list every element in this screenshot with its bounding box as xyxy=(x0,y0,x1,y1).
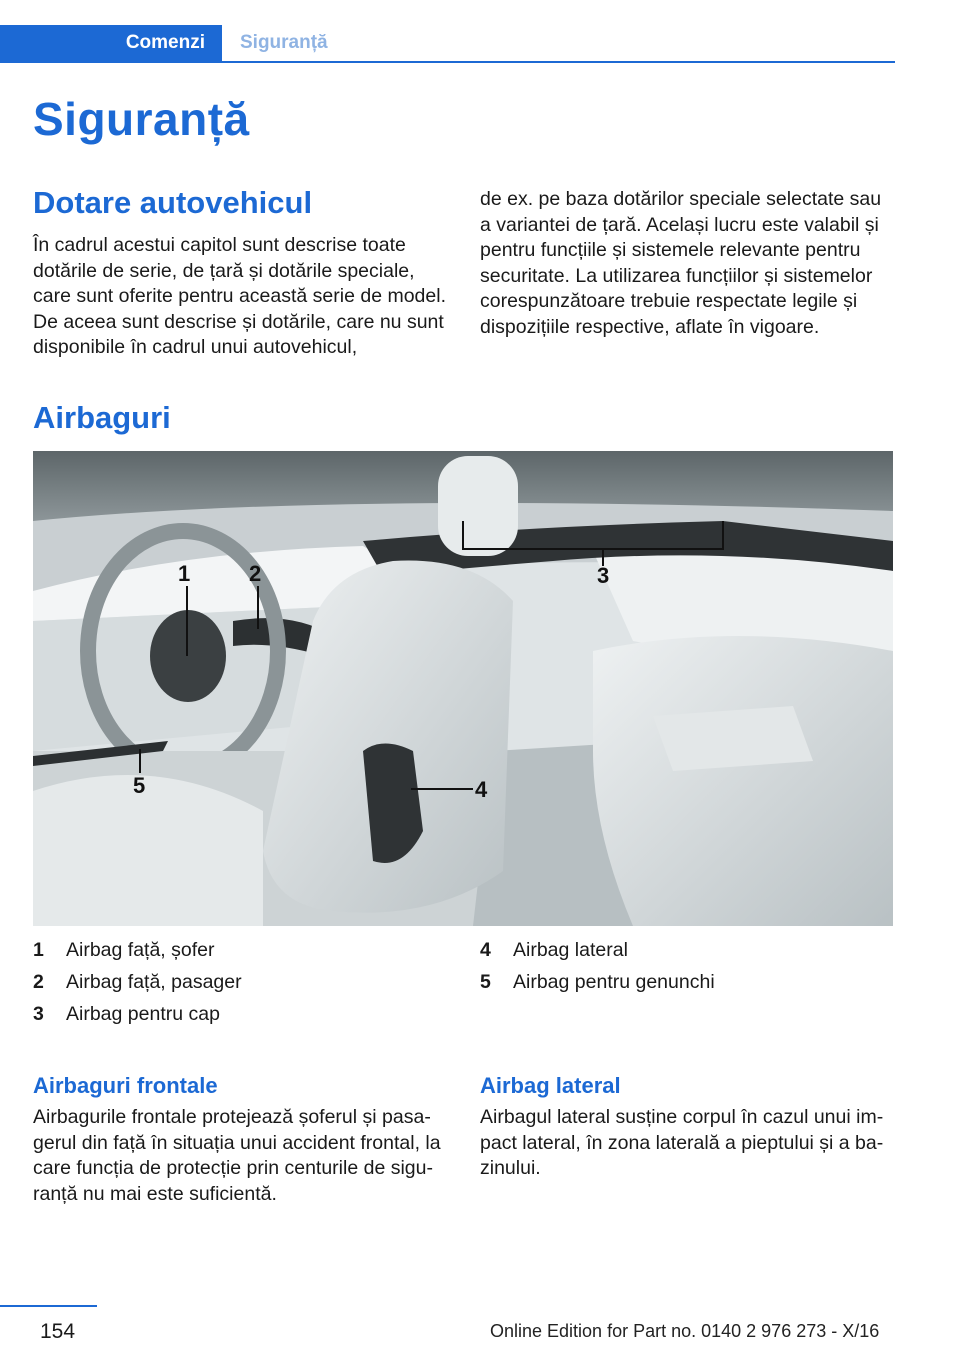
legend-right xyxy=(480,939,895,1003)
callout-2: 2 xyxy=(249,561,262,586)
legend-number: 4 xyxy=(480,939,491,961)
footer-rule xyxy=(0,1305,97,1307)
callout-5: 5 xyxy=(133,773,146,798)
legend-label: Airbag pentru cap xyxy=(66,1003,220,1025)
section-title-dotare: Dotare autovehicul xyxy=(33,185,313,220)
section-title-airbaguri: Airbaguri xyxy=(33,400,171,435)
lateral-text: Airbagul lateral susține corpul în cazul unui impact lateral, în zona laterală a pieptului și a bazinului. xyxy=(480,1106,884,1179)
dotare-text-col2: de ex. pe baza dotărilor speciale selectate sau a variantei de țară. Același lucru este valabil și pentru funcțiile și sistemele relevante pentru securitate. La utilizarea funcțiilor și sistemelor corespunzătoare trebuie respectate legile și dispozițiile respective, aflate în vigoare. xyxy=(480,188,882,338)
legend-number: 3 xyxy=(33,1003,44,1025)
page-title: Siguranță xyxy=(33,93,250,145)
legend-number: 5 xyxy=(480,971,491,993)
edition-note: Online Edition for Part no. 0140 2 976 273 - X/16 xyxy=(490,1321,880,1341)
legend-number: 2 xyxy=(33,971,44,993)
legend-number: 1 xyxy=(33,939,44,961)
callout-4: 4 xyxy=(475,777,488,802)
legend-item xyxy=(33,1003,448,1035)
legend-item xyxy=(33,939,448,971)
legend-item xyxy=(480,939,895,971)
car-interior-drawing xyxy=(33,451,893,926)
callout-1: 1 xyxy=(178,561,191,586)
frontale-text: Airbagurile frontale protejează șoferul și pasagerul din față în situația unui accident frontal, la care funcția de protecție prin centurile de siguranță nu mai este suficientă. xyxy=(33,1106,441,1205)
section-title-lateral: Airbag lateral xyxy=(480,1073,621,1098)
tab-comenzi[interactable] xyxy=(0,25,222,61)
legend-item xyxy=(480,971,895,1003)
tab-siguranta[interactable] xyxy=(240,25,328,61)
header-rule xyxy=(0,61,895,63)
section-title-frontale: Airbaguri frontale xyxy=(33,1073,218,1098)
dotare-text-col1: În cadrul acestui capitol sunt descrise toate dotările de serie, de țară și dotările speciale, care sunt oferite pentru această serie de model. De aceea sunt descrise și dotările, care nu sunt disponibile în cadrul unui autovehicul, xyxy=(33,234,446,358)
page-number: 154 xyxy=(40,1320,76,1343)
legend-label: Airbag față, pasager xyxy=(66,971,242,993)
legend-item xyxy=(33,971,448,1003)
legend-left xyxy=(33,939,448,1035)
tab-comenzi-label: Comenzi xyxy=(125,32,205,53)
tab-siguranta-label: Siguranță xyxy=(240,32,328,53)
legend-label: Airbag față, șofer xyxy=(66,939,215,961)
callout-3: 3 xyxy=(597,563,610,588)
legend-label: Airbag pentru genunchi xyxy=(513,971,715,993)
airbag-illustration xyxy=(33,451,893,926)
header-tabbar xyxy=(0,25,895,63)
legend-label: Airbag lateral xyxy=(513,939,628,961)
